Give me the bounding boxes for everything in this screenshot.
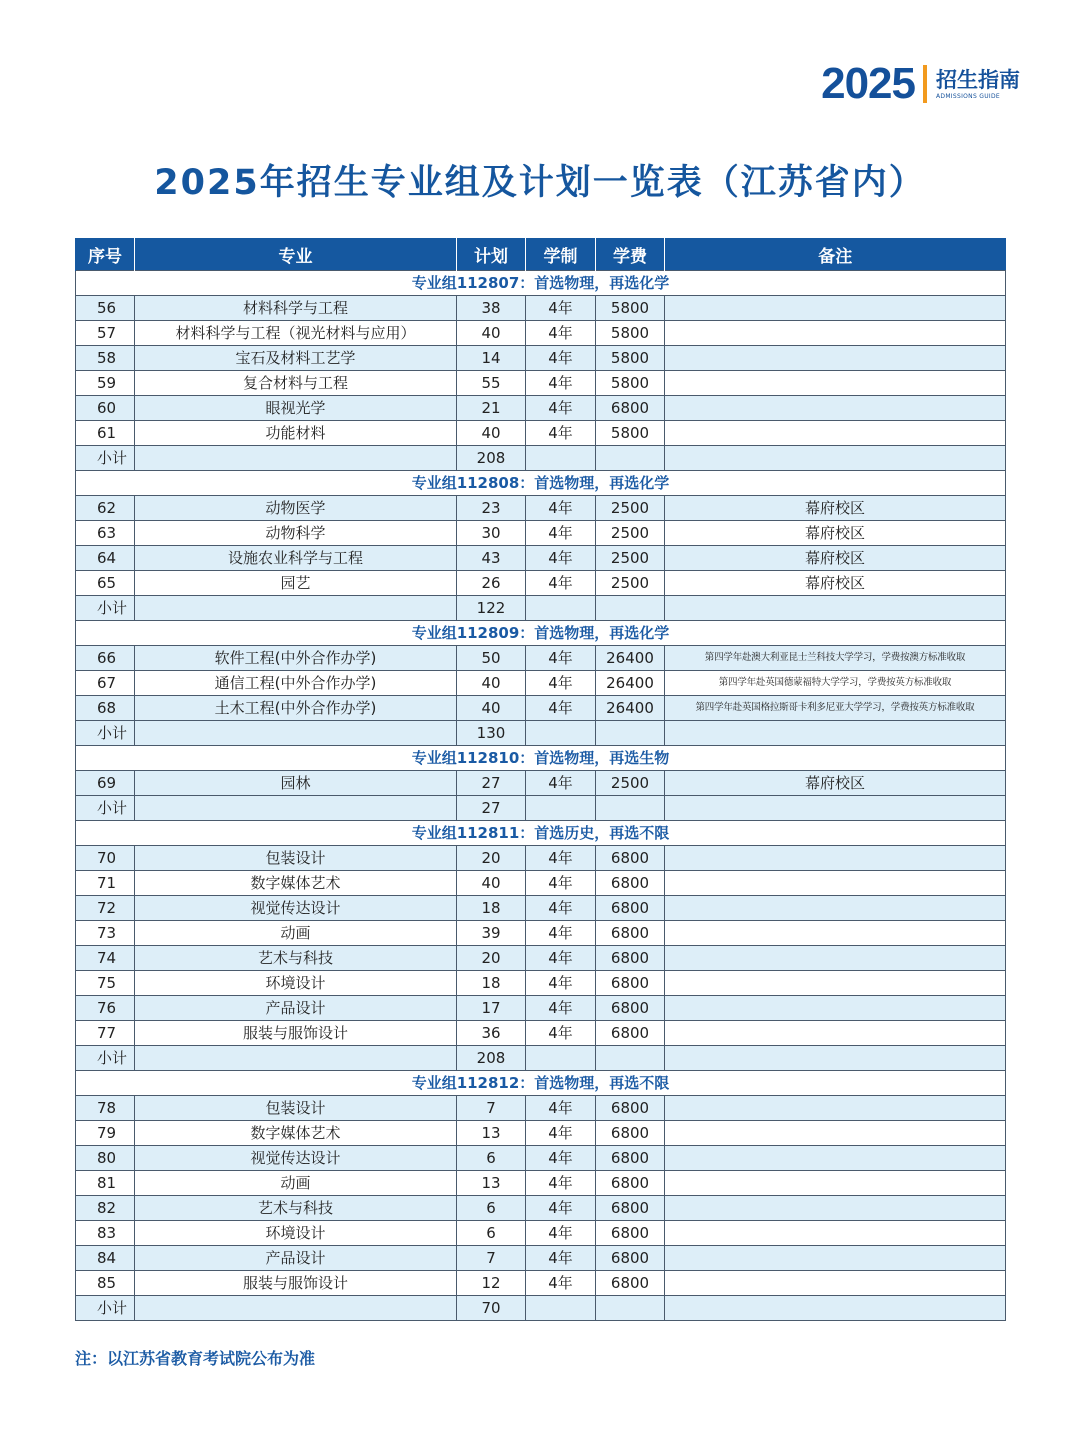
cell-major: 服装与服饰设计: [135, 1271, 457, 1296]
group-header-row: [76, 821, 1006, 846]
cell-plan: 21: [457, 396, 526, 421]
table-row: [76, 1171, 1006, 1196]
cell-plan: 43: [457, 546, 526, 571]
cell-plan: 17: [457, 996, 526, 1021]
header-plan: 计划: [457, 238, 526, 271]
cell-major: 视觉传达设计: [135, 896, 457, 921]
table-row: [76, 1121, 1006, 1146]
cell-remarks: [665, 896, 1006, 921]
cell-tuition: 26400: [596, 671, 665, 696]
group-title: 专业组112810：首选物理，再选生物: [76, 746, 1006, 771]
cell-plan: 40: [457, 696, 526, 721]
cell-duration: 4年: [526, 996, 596, 1021]
cell-duration: 4年: [526, 971, 596, 996]
cell-plan: 30: [457, 521, 526, 546]
group-header-row: [76, 1071, 1006, 1096]
table-row: [76, 296, 1006, 321]
cell-major: 材料科学与工程（视光材料与应用）: [135, 321, 457, 346]
cell-remarks: 幕府校区: [665, 571, 1006, 596]
cell-duration: 4年: [526, 546, 596, 571]
table-row: [76, 1021, 1006, 1046]
cell-tuition: 6800: [596, 1096, 665, 1121]
cell-tuition: 2500: [596, 771, 665, 796]
cell-duration: 4年: [526, 671, 596, 696]
cell-remarks: [665, 1196, 1006, 1221]
cell-remarks: 幕府校区: [665, 521, 1006, 546]
cell-tuition: 2500: [596, 571, 665, 596]
cell-tuition: 5800: [596, 421, 665, 446]
cell-duration: 4年: [526, 1021, 596, 1046]
cell-duration: 4年: [526, 321, 596, 346]
cell-duration: 4年: [526, 296, 596, 321]
cell-major: 数字媒体艺术: [135, 1121, 457, 1146]
subtotal-row: [76, 721, 1006, 746]
subtotal-empty-cell: [665, 721, 1006, 746]
table-row: [76, 371, 1006, 396]
cell-duration: 4年: [526, 396, 596, 421]
subtotal-row: [76, 796, 1006, 821]
subtotal-empty-cell: [596, 1296, 665, 1321]
cell-major: 动物科学: [135, 521, 457, 546]
cell-major: 产品设计: [135, 1246, 457, 1271]
cell-major: 视觉传达设计: [135, 1146, 457, 1171]
table-row: [76, 846, 1006, 871]
cell-plan: 13: [457, 1171, 526, 1196]
cell-major: 环境设计: [135, 971, 457, 996]
admission-plan-table: [75, 238, 1006, 1321]
cell-remarks: [665, 846, 1006, 871]
cell-duration: 4年: [526, 1246, 596, 1271]
cell-duration: 4年: [526, 1196, 596, 1221]
subtotal-label: 小计: [76, 1296, 135, 1321]
subtotal-value: 130: [457, 721, 526, 746]
table-row: [76, 396, 1006, 421]
subtotal-value: 70: [457, 1296, 526, 1321]
cell-index: 58: [76, 346, 135, 371]
cell-duration: 4年: [526, 496, 596, 521]
cell-index: 61: [76, 421, 135, 446]
cell-duration: 4年: [526, 1096, 596, 1121]
subtotal-empty-cell: [665, 446, 1006, 471]
cell-index: 79: [76, 1121, 135, 1146]
cell-index: 60: [76, 396, 135, 421]
cell-tuition: 6800: [596, 921, 665, 946]
cell-index: 84: [76, 1246, 135, 1271]
cell-index: 59: [76, 371, 135, 396]
table-row: [76, 1096, 1006, 1121]
cell-tuition: 2500: [596, 521, 665, 546]
subtotal-empty-cell: [526, 1296, 596, 1321]
subtotal-value: 122: [457, 596, 526, 621]
cell-plan: 6: [457, 1221, 526, 1246]
subtotal-empty-cell: [596, 796, 665, 821]
group-header-row: [76, 271, 1006, 296]
cell-tuition: 5800: [596, 321, 665, 346]
cell-plan: 40: [457, 871, 526, 896]
cell-plan: 27: [457, 771, 526, 796]
cell-plan: 18: [457, 971, 526, 996]
group-header-row: [76, 746, 1006, 771]
subtotal-value: 208: [457, 1046, 526, 1071]
cell-major: 艺术与科技: [135, 1196, 457, 1221]
cell-remarks: [665, 1021, 1006, 1046]
cell-duration: 4年: [526, 646, 596, 671]
cell-major: 园林: [135, 771, 457, 796]
cell-tuition: 26400: [596, 646, 665, 671]
subtotal-empty-cell: [526, 796, 596, 821]
cell-index: 57: [76, 321, 135, 346]
cell-index: 85: [76, 1271, 135, 1296]
header-duration: 学制: [526, 238, 596, 271]
cell-plan: 36: [457, 1021, 526, 1046]
brand-text: [936, 67, 1020, 101]
group-title: 专业组112807：首选物理，再选化学: [76, 271, 1006, 296]
cell-plan: 50: [457, 646, 526, 671]
cell-major: 通信工程(中外合作办学): [135, 671, 457, 696]
cell-tuition: 6800: [596, 871, 665, 896]
cell-index: 83: [76, 1221, 135, 1246]
subtotal-empty-cell: [135, 1046, 457, 1071]
table-body: [76, 271, 1006, 1321]
cell-remarks: [665, 1246, 1006, 1271]
cell-duration: 4年: [526, 371, 596, 396]
cell-remarks: [665, 321, 1006, 346]
cell-index: 63: [76, 521, 135, 546]
cell-remarks: 第四学年赴澳大利亚昆士兰科技大学学习，学费按澳方标准收取: [665, 646, 1006, 671]
cell-remarks: 幕府校区: [665, 496, 1006, 521]
cell-duration: 4年: [526, 696, 596, 721]
table-row: [76, 571, 1006, 596]
cell-plan: 12: [457, 1271, 526, 1296]
cell-tuition: 6800: [596, 971, 665, 996]
group-header-row: [76, 471, 1006, 496]
cell-tuition: 6800: [596, 1271, 665, 1296]
table-row: [76, 996, 1006, 1021]
brand-title: 招生指南: [936, 68, 1020, 92]
table-header: [76, 238, 1006, 271]
cell-major: 园艺: [135, 571, 457, 596]
cell-duration: 4年: [526, 521, 596, 546]
subtotal-empty-cell: [135, 796, 457, 821]
cell-plan: 13: [457, 1121, 526, 1146]
cell-remarks: [665, 1121, 1006, 1146]
header-remarks: 备注: [665, 238, 1006, 271]
cell-duration: 4年: [526, 1221, 596, 1246]
header-major: 专业: [135, 238, 457, 271]
subtotal-label: 小计: [76, 721, 135, 746]
cell-plan: 55: [457, 371, 526, 396]
cell-major: 动物医学: [135, 496, 457, 521]
cell-remarks: 第四学年赴英国德蒙福特大学学习，学费按英方标准收取: [665, 671, 1006, 696]
cell-remarks: [665, 1096, 1006, 1121]
table-row: [76, 1246, 1006, 1271]
cell-major: 包装设计: [135, 846, 457, 871]
subtotal-empty-cell: [596, 446, 665, 471]
cell-major: 艺术与科技: [135, 946, 457, 971]
cell-duration: 4年: [526, 1271, 596, 1296]
cell-tuition: 5800: [596, 371, 665, 396]
cell-plan: 20: [457, 946, 526, 971]
table-row: [76, 521, 1006, 546]
cell-remarks: [665, 921, 1006, 946]
cell-remarks: [665, 421, 1006, 446]
cell-tuition: 6800: [596, 1171, 665, 1196]
group-title: 专业组112811：首选历史，再选不限: [76, 821, 1006, 846]
cell-remarks: [665, 371, 1006, 396]
subtotal-empty-cell: [665, 796, 1006, 821]
cell-duration: 4年: [526, 846, 596, 871]
table-row: [76, 921, 1006, 946]
brand-subtitle: ADMISSIONS GUIDE: [936, 93, 1001, 100]
cell-index: 56: [76, 296, 135, 321]
cell-major: 产品设计: [135, 996, 457, 1021]
subtotal-value: 27: [457, 796, 526, 821]
table-row: [76, 671, 1006, 696]
cell-plan: 7: [457, 1246, 526, 1271]
subtotal-empty-cell: [526, 446, 596, 471]
cell-index: 74: [76, 946, 135, 971]
cell-duration: 4年: [526, 921, 596, 946]
subtotal-empty-cell: [135, 446, 457, 471]
cell-duration: 4年: [526, 421, 596, 446]
cell-index: 69: [76, 771, 135, 796]
cell-plan: 14: [457, 346, 526, 371]
subtotal-empty-cell: [135, 596, 457, 621]
subtotal-row: [76, 1296, 1006, 1321]
cell-plan: 6: [457, 1196, 526, 1221]
cell-duration: 4年: [526, 946, 596, 971]
header-tuition: 学费: [596, 238, 665, 271]
subtotal-label: 小计: [76, 1046, 135, 1071]
cell-remarks: [665, 346, 1006, 371]
cell-major: 包装设计: [135, 1096, 457, 1121]
table-row: [76, 646, 1006, 671]
cell-duration: 4年: [526, 771, 596, 796]
cell-index: 75: [76, 971, 135, 996]
cell-tuition: 2500: [596, 496, 665, 521]
cell-index: 73: [76, 921, 135, 946]
subtotal-row: [76, 446, 1006, 471]
table-row: [76, 696, 1006, 721]
cell-index: 65: [76, 571, 135, 596]
cell-plan: 40: [457, 321, 526, 346]
cell-tuition: 6800: [596, 1196, 665, 1221]
subtotal-empty-cell: [596, 1046, 665, 1071]
cell-major: 动画: [135, 921, 457, 946]
cell-remarks: [665, 946, 1006, 971]
subtotal-value: 208: [457, 446, 526, 471]
cell-remarks: 第四学年赴英国格拉斯哥卡利多尼亚大学学习，学费按英方标准收取: [665, 696, 1006, 721]
cell-major: 环境设计: [135, 1221, 457, 1246]
cell-remarks: [665, 296, 1006, 321]
cell-duration: 4年: [526, 571, 596, 596]
cell-duration: 4年: [526, 1121, 596, 1146]
subtotal-empty-cell: [665, 1046, 1006, 1071]
subtotal-empty-cell: [135, 721, 457, 746]
cell-tuition: 5800: [596, 296, 665, 321]
cell-index: 81: [76, 1171, 135, 1196]
cell-index: 68: [76, 696, 135, 721]
cell-plan: 6: [457, 1146, 526, 1171]
cell-plan: 18: [457, 896, 526, 921]
cell-index: 62: [76, 496, 135, 521]
cell-tuition: 6800: [596, 1221, 665, 1246]
group-title: 专业组112808：首选物理，再选化学: [76, 471, 1006, 496]
cell-duration: 4年: [526, 346, 596, 371]
cell-remarks: [665, 1146, 1006, 1171]
cell-remarks: [665, 1271, 1006, 1296]
cell-index: 72: [76, 896, 135, 921]
cell-major: 材料科学与工程: [135, 296, 457, 321]
cell-plan: 23: [457, 496, 526, 521]
cell-major: 软件工程(中外合作办学): [135, 646, 457, 671]
group-title: 专业组112809：首选物理，再选化学: [76, 621, 1006, 646]
brand-divider: [923, 65, 927, 103]
table-row: [76, 321, 1006, 346]
cell-index: 66: [76, 646, 135, 671]
group-header-row: [76, 621, 1006, 646]
table-row: [76, 1196, 1006, 1221]
cell-plan: 39: [457, 921, 526, 946]
subtotal-label: 小计: [76, 596, 135, 621]
table-row: [76, 771, 1006, 796]
cell-remarks: [665, 971, 1006, 996]
subtotal-label: 小计: [76, 446, 135, 471]
cell-tuition: 6800: [596, 846, 665, 871]
cell-tuition: 6800: [596, 1121, 665, 1146]
cell-index: 71: [76, 871, 135, 896]
cell-plan: 40: [457, 421, 526, 446]
subtotal-empty-cell: [596, 596, 665, 621]
cell-index: 77: [76, 1021, 135, 1046]
cell-plan: 40: [457, 671, 526, 696]
cell-remarks: [665, 871, 1006, 896]
cell-major: 动画: [135, 1171, 457, 1196]
cell-plan: 26: [457, 571, 526, 596]
cell-index: 82: [76, 1196, 135, 1221]
table-row: [76, 546, 1006, 571]
page-title: 2025年招生专业组及计划一览表（江苏省内）: [154, 163, 926, 203]
cell-duration: 4年: [526, 1171, 596, 1196]
cell-plan: 20: [457, 846, 526, 871]
subtotal-row: [76, 596, 1006, 621]
cell-remarks: [665, 1221, 1006, 1246]
cell-tuition: 6800: [596, 396, 665, 421]
brand-logo: [821, 59, 1020, 108]
cell-tuition: 6800: [596, 896, 665, 921]
cell-major: 复合材料与工程: [135, 371, 457, 396]
cell-duration: 4年: [526, 871, 596, 896]
cell-remarks: 幕府校区: [665, 771, 1006, 796]
cell-remarks: [665, 396, 1006, 421]
table-row: [76, 346, 1006, 371]
cell-index: 70: [76, 846, 135, 871]
cell-tuition: 6800: [596, 946, 665, 971]
subtotal-label: 小计: [76, 796, 135, 821]
table-row: [76, 871, 1006, 896]
cell-remarks: [665, 996, 1006, 1021]
brand-year: 2025: [821, 59, 915, 108]
subtotal-row: [76, 1046, 1006, 1071]
table-row: [76, 1271, 1006, 1296]
header-index: 序号: [76, 238, 135, 271]
cell-major: 数字媒体艺术: [135, 871, 457, 896]
subtotal-empty-cell: [526, 721, 596, 746]
cell-tuition: 6800: [596, 1021, 665, 1046]
cell-major: 设施农业科学与工程: [135, 546, 457, 571]
cell-index: 80: [76, 1146, 135, 1171]
cell-major: 土木工程(中外合作办学): [135, 696, 457, 721]
cell-tuition: 5800: [596, 346, 665, 371]
cell-major: 眼视光学: [135, 396, 457, 421]
subtotal-empty-cell: [526, 1046, 596, 1071]
cell-plan: 7: [457, 1096, 526, 1121]
subtotal-empty-cell: [526, 596, 596, 621]
cell-tuition: 6800: [596, 1246, 665, 1271]
cell-tuition: 2500: [596, 546, 665, 571]
cell-index: 67: [76, 671, 135, 696]
cell-index: 64: [76, 546, 135, 571]
footnote: 注：以江苏省教育考试院公布为准: [75, 1349, 316, 1368]
table-row: [76, 496, 1006, 521]
cell-index: 78: [76, 1096, 135, 1121]
cell-tuition: 6800: [596, 996, 665, 1021]
cell-duration: 4年: [526, 896, 596, 921]
cell-major: 服装与服饰设计: [135, 1021, 457, 1046]
table-row: [76, 971, 1006, 996]
table-row: [76, 421, 1006, 446]
table-row: [76, 1221, 1006, 1246]
table-row: [76, 1146, 1006, 1171]
subtotal-empty-cell: [596, 721, 665, 746]
group-title: 专业组112812：首选物理，再选不限: [76, 1071, 1006, 1096]
cell-duration: 4年: [526, 1146, 596, 1171]
cell-index: 76: [76, 996, 135, 1021]
cell-major: 宝石及材料工艺学: [135, 346, 457, 371]
cell-remarks: [665, 1171, 1006, 1196]
cell-plan: 38: [457, 296, 526, 321]
subtotal-empty-cell: [135, 1296, 457, 1321]
subtotal-empty-cell: [665, 596, 1006, 621]
cell-remarks: 幕府校区: [665, 546, 1006, 571]
subtotal-empty-cell: [665, 1296, 1006, 1321]
table-row: [76, 946, 1006, 971]
table-row: [76, 896, 1006, 921]
cell-tuition: 6800: [596, 1146, 665, 1171]
cell-tuition: 26400: [596, 696, 665, 721]
cell-major: 功能材料: [135, 421, 457, 446]
